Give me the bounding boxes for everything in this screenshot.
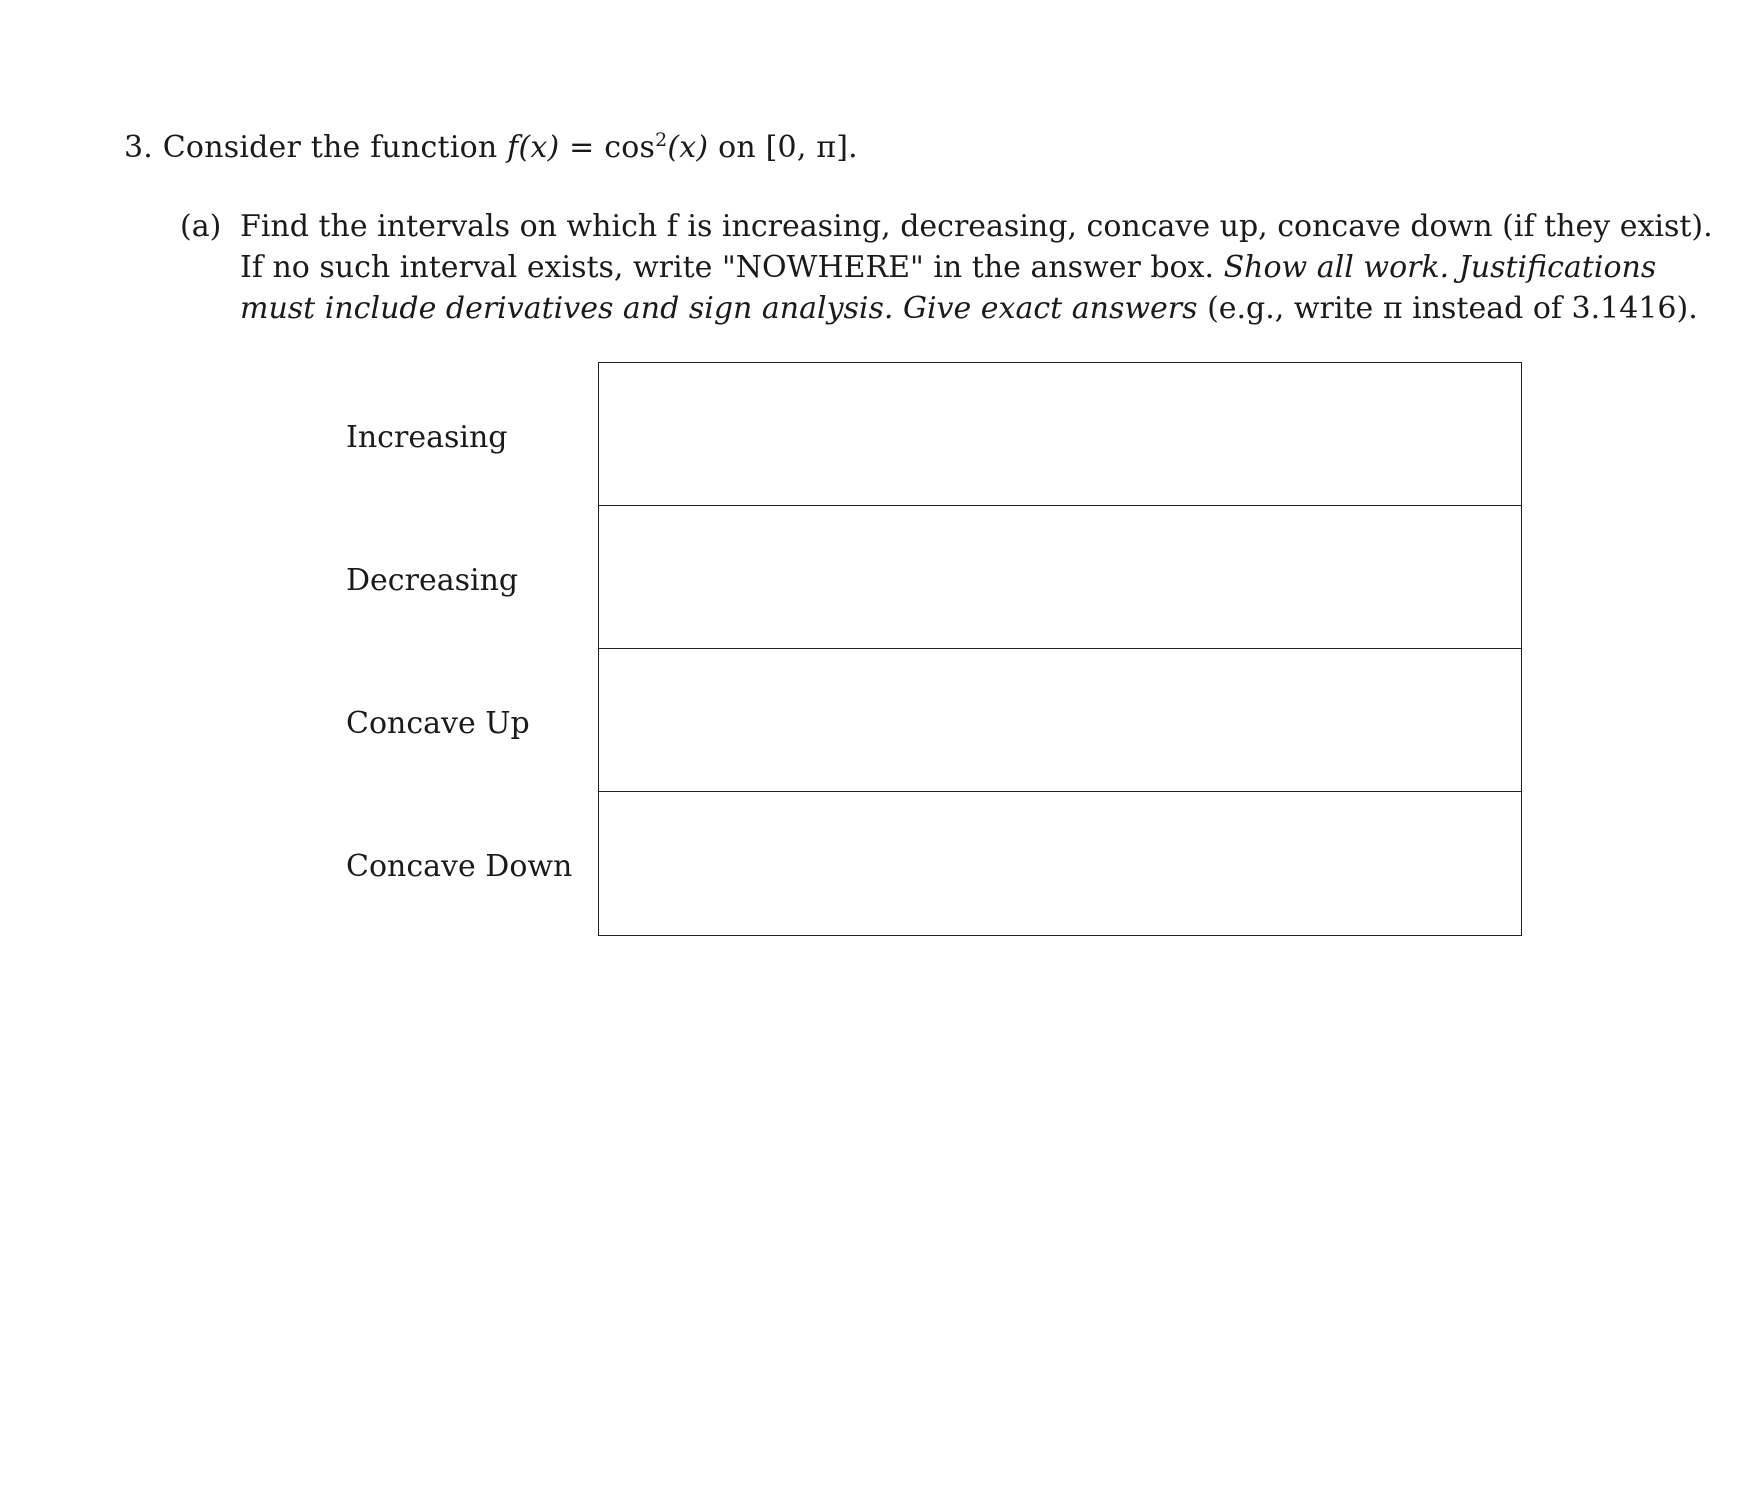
answer-box-concave-up[interactable]: [599, 649, 1521, 792]
label-decreasing: Decreasing: [346, 563, 519, 598]
instruction-line-3: [240, 288, 1698, 329]
function-rhs-exponent: 2: [655, 129, 668, 151]
problem-number: 3.: [124, 130, 154, 165]
instruction-line-3-plain: (e.g., write π instead of 3.1416).: [1207, 291, 1698, 326]
answer-box-increasing[interactable]: [599, 363, 1521, 506]
answer-box-concave-down[interactable]: [599, 792, 1521, 935]
instruction-line-3-italic: must include derivatives and sign analysis. Give exact answers: [240, 291, 1198, 326]
domain-interval: [0, π].: [765, 130, 858, 165]
problem-lead: Consider the function: [162, 130, 498, 165]
function-rhs-base: cos: [604, 130, 656, 165]
label-increasing: Increasing: [346, 420, 508, 455]
function-lhs: f(x): [507, 130, 560, 165]
instruction-line-2-italic: Show all work. Justifications: [1223, 250, 1657, 285]
part-a-label: (a): [180, 209, 222, 244]
instruction-line-1: Find the intervals on which f is increasing, decreasing, concave up, concave down (if they exist).: [240, 209, 1713, 244]
part-a-instructions: [240, 206, 1713, 329]
label-concave-down: Concave Down: [346, 849, 573, 884]
on-word: on: [718, 130, 756, 165]
label-concave-up: Concave Up: [346, 706, 530, 741]
equals-sign: =: [569, 130, 595, 165]
answer-box-decreasing[interactable]: [599, 506, 1521, 649]
answer-table: [598, 362, 1522, 936]
problem-statement: [124, 130, 858, 165]
instruction-line-2: [240, 247, 1657, 288]
instruction-line-2-plain: If no such interval exists, write "NOWHERE" in the answer box.: [240, 250, 1215, 285]
function-rhs-arg: (x): [667, 130, 709, 165]
